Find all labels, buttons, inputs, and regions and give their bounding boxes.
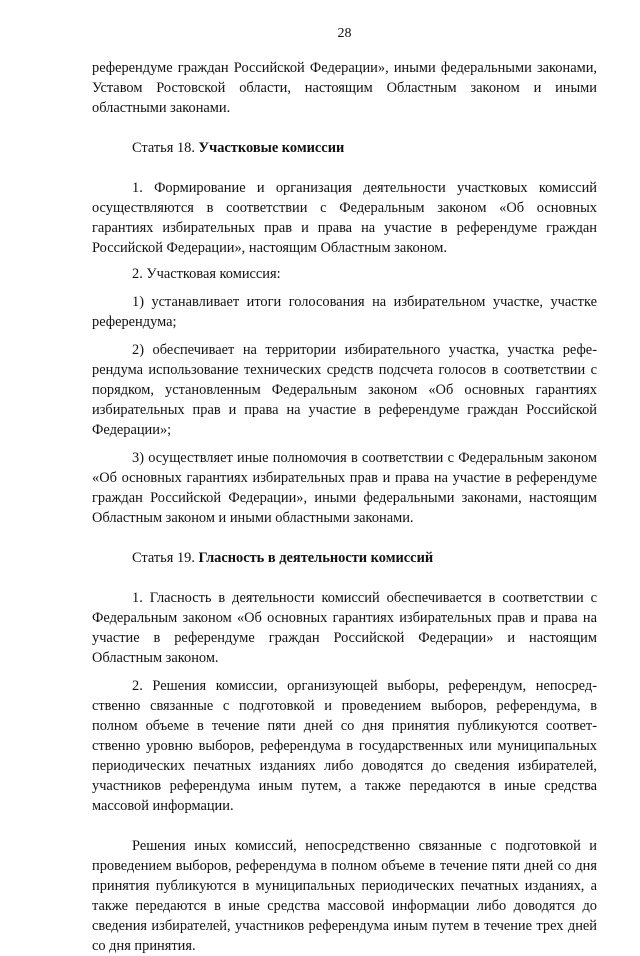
article-19-number: Статья 19. (132, 550, 199, 566)
article-18-item-3: 3) осуществляет иные полномочия в соответствии с Федеральным законом «Об основных гарантиях избирательных прав и права на участие в референдуме граждан Российской Федерации», иными федеральными законами, настоящим Областным законом и иными областными законами. (92, 450, 597, 526)
article-18-number: Статья 18. (132, 140, 199, 156)
page-number: 28 (337, 26, 352, 41)
article-19-paragraph-3: Решения иных комиссий, непосредственно связанные с подготовкой и проведением выборов, референдума в полном объеме в течение пяти дней со дня принятия публикуются в муниципальных периодических печатных изданиях, а также передаются в иные средства массовой информации либо доводятся до сведения избирателей, участников референдума иным путем в течение трех дней со дня принятия. (92, 838, 597, 954)
continuation-paragraph: референдуме граждан Российской Федерации», иными федеральными законами, Уставом Ростовской области, настоящим Областным законом и иными областными законами. (92, 60, 597, 116)
article-18-title: Участковые комиссии (198, 140, 345, 156)
article-18-heading (92, 138, 597, 158)
article-18-paragraph-2: 2. Участковая комиссия: (132, 266, 281, 282)
article-19-title: Гласность в деятельности комиссий (198, 550, 434, 566)
article-18-item-1: 1) устанавливает итоги голосования на избирательном участке, участке референдума; (92, 294, 597, 330)
article-19-heading (92, 548, 597, 568)
article-18-item-2: 2) обеспечивает на территории избирательного участка, участка референдума использование технических средств подсчета голосов в соответствии с порядком, установленным Федеральным законом «Об основных гарантиях избирательных прав и права на участие в референдуме граждан Российской Федерации»; (92, 342, 597, 438)
document-body (92, 58, 597, 956)
article-18-paragraph-1: 1. Формирование и организация деятельности участковых комиссий осуществляются в соответствии с Федеральным законом «Об основных гарантиях избирательных прав и права на участие в референдуме граждан Российской Федерации», настоящим Областным законом. (92, 180, 597, 256)
article-19-paragraph-1: 1. Гласность в деятельности комиссий обеспечивается в соответствии с Федеральным законом «Об основных гарантиях избирательных прав и права на участие в референдуме граждан Российской Федерации» и настоящим Областным законом. (92, 590, 597, 666)
article-19-paragraph-2: 2. Решения комиссии, организующей выборы, референдум, непосредственно связанные с подготовкой и проведением выборов, референдума, в полном объеме в течение пяти дней со дня принятия публикуются соответственно уровню выборов, референдума в государственных или муниципальных периодических печатных изданиях либо доводятся до сведения избирателей, участников референдума иным путем, а также передаются в иные средства массовой информации. (92, 678, 597, 814)
